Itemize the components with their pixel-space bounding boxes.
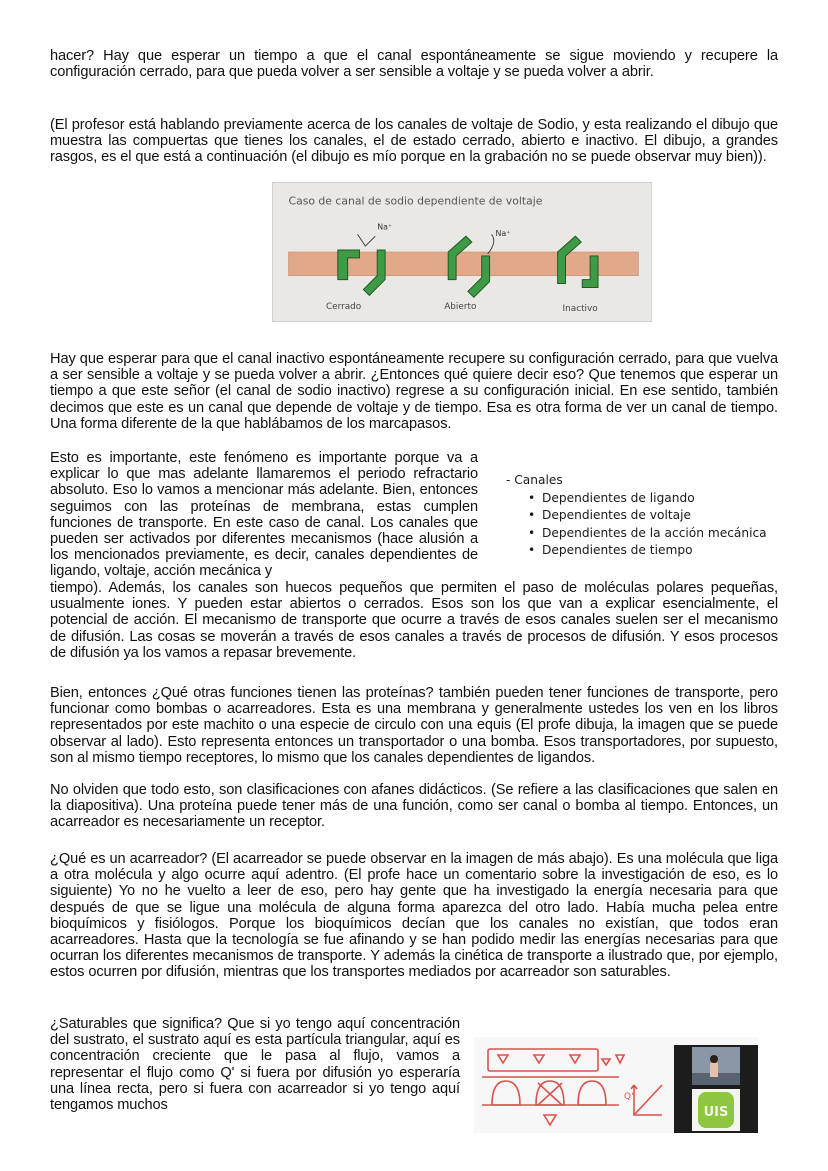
paragraph-channel-diffusion: tiempo). Además, los canales son huecos pequeños que permiten el paso de moléculas polares pequeñas, usualmente iones. Y pueden estar abiertos o cerrados. Esos son los que van a explicar esencialmente, el potencial de acción. El mecanismo de transporte que ocurre a través de esos canales suelen ser el mecanismo de difusión. Las cosas se moverán a través de esos canales a través de procesos de difusión. Y esos procesos de difusión ya los vamos a repasar brevemente. bbox=[50, 580, 778, 661]
ion-label: Na⁺ bbox=[377, 222, 393, 232]
list-item: • Dependientes de voltaje bbox=[528, 507, 776, 525]
paragraph-professor-note: (El profesor está hablando previamente acerca de los canales de voltaje de Sodio, y esta realizando el dibujo que muestra las compuertas que tienes los canales, el de estado cerrado, abierto e inactivo. El dibujo, a grandes rasgos, es el que está a continuación (el dibujo es mío porque en la grabación no se puede observar muy bien)). bbox=[50, 117, 778, 166]
svg-text:Q': Q' bbox=[624, 1092, 634, 1102]
state-label-open: Abierto bbox=[444, 302, 477, 313]
figure-title: Caso de canal de sodio dependiente de voltaje bbox=[288, 194, 543, 208]
carrier-sketch bbox=[482, 1049, 662, 1125]
paragraph-carrier-definition: ¿Qué es un acarreador? (El acarreador se puede observar en la imagen de más abajo). Es una molécula que liga a otra molécula y algo ocurre aquí adentro. (El profe hace un comentario sobre la investigación de eso, es lo siguiente) Yo no he vuelto a leer de eso, pero hay gente que ha investigado la energía necesaria para que después de que se ligue una molécula de alguna forma aparezca del otro lado. Había mucha pelea entre bioquímicos y fisiólogos. Porque los bioquímicos decían que los canales no existían, que todos eran acarreadores. Hasta que la tecnología se fue afinando y se han podido medir las energías necesarias para que ocurran los diferentes mecanismos de transporte. Y además la cinética de transporte a ilustrado que, por ejemplo, estos ocurren por difusión, mientras que los transportes mediados por acarreador son saturables. bbox=[50, 851, 778, 981]
sodium-channel-figure bbox=[272, 182, 652, 322]
paragraph-inactive-channel: Hay que esperar para que el canal inactivo espontáneamente recupere su configuración cerrado, para que vuelva a ser sensible a voltaje y se pueda volver a abrir. ¿Entonces qué quiere decir eso? Que tenemos que esperar un tiempo a que este señor (el canal de sodio inactivo) regrese a su configuración inicial. En ese sentido, también decimos que este es un canal que depende de voltaje y de tiempo. Esa es otra forma de ver un canal de tiempo. Una forma diferente de la que hablábamos de los marcapasos. bbox=[50, 351, 778, 432]
list-item: • Dependientes de ligando bbox=[528, 490, 776, 508]
sodium-channel-drawing bbox=[273, 183, 651, 321]
paragraph-pumps-carriers: Bien, entonces ¿Qué otras funciones tienen las proteínas? también pueden tener funciones de transporte, pero funcionar como bombas o acarreadores. Esta es una membrana y generalmente ustedes los ven en los libros representados por este machito o una especie de circulo con una equis (El profe dibuja, la imagen que se puede observar al lado). Esto representa entonces un transportador o una bomba. Esos transportadores, por supuesto, son al mismo tiempo receptores, lo mismo que los canales dependientes de ligandos. bbox=[50, 685, 778, 766]
carrier-drawing bbox=[474, 1037, 758, 1133]
paragraph-refractory: Esto es importante, este fenómeno es importante porque va a explicar lo que mas adelante llamaremos el periodo refractario absoluto. Eso lo vamos a mencionar más adelante. Bien, entonces seguimos con las proteínas de membrana, estas cumplen funciones de transporte. En este caso de canal. Los canales que pueden ser activados por diferentes mecanismos (hace alusión a los mencionados previamente, es decir, canales dependientes de ligando, voltaje, acción mecánica y bbox=[50, 450, 478, 580]
slide-heading: - Canales bbox=[506, 473, 563, 487]
list-item: • Dependientes de la acción mecánica bbox=[528, 525, 776, 543]
state-label-closed: Cerrado bbox=[325, 302, 362, 313]
list-item: • Dependientes de tiempo bbox=[528, 542, 776, 560]
uis-logo-text: UIS bbox=[703, 1105, 729, 1120]
carrier-figure bbox=[474, 1037, 758, 1133]
paragraph-saturable: ¿Saturables que significa? Que si yo tengo aquí concentración del sustrato, el sustrato aquí es esta partícula triangular, aquí es concentración creciente que le pasa al flujo, vamos a representar el flujo como Q' si fuera por difusión yo esperaría una línea recta, pero si fuera con acarreador si yo tengo aquí tengamos muchos bbox=[50, 1016, 460, 1114]
channel-types-slide bbox=[506, 472, 776, 560]
ion-label: Na⁺ bbox=[495, 229, 511, 239]
paragraph-didactic-note: No olviden que todo esto, son clasificaciones con afanes didácticos. (Se refiere a las clasificaciones que salen en la diapositiva). Una proteína puede tener más de una función, como ser canal o bomba al tiempo. Entonces, un acarreador es necesariamente un receptor. bbox=[50, 782, 778, 831]
channel-types-list bbox=[506, 490, 776, 560]
state-label-inactive: Inactivo bbox=[562, 304, 598, 315]
paragraph-intro: hacer? Hay que esperar un tiempo a que el canal espontáneamente se sigue moviendo y recupere la configuración cerrado, para que pueda volver a ser sensible a voltaje y se pueda volver a abrir. bbox=[50, 48, 778, 81]
